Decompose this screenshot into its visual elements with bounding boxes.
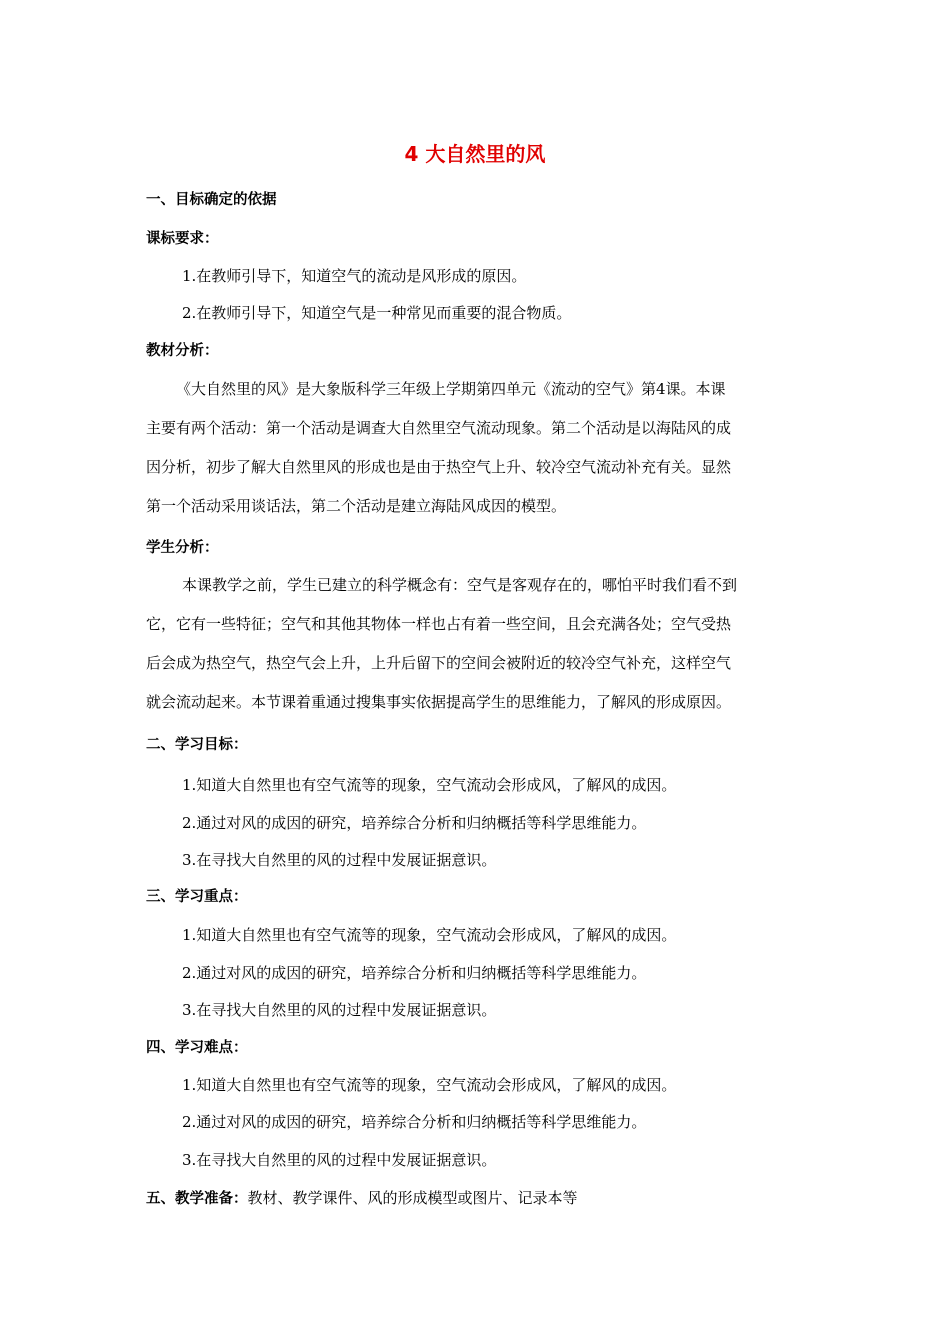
section-heading-key-points: 三、学习重点： (146, 889, 248, 905)
student-paragraph-line: 它，它有一些特征；空气和其他其物体一样也占有着一些空间，且会充满各处；空气受热 (146, 615, 732, 633)
curriculum-label: 课标要求： (146, 231, 219, 247)
section-heading-preparation: 五、教学准备： (146, 1191, 248, 1207)
curriculum-item: 2.在教师引导下，知道空气是一种常见而重要的混合物质。 (182, 304, 572, 322)
preparation-row (146, 1186, 811, 1211)
key-point-item: 1.知道大自然里也有空气流等的现象，空气流动会形成风，了解风的成因。 (182, 926, 677, 944)
student-paragraph-line: 本课教学之前，学生已建立的科学概念有：空气是客观存在的，哪怕平时我们看不到 (182, 576, 738, 594)
section-heading-basis: 一、目标确定的依据 (146, 192, 277, 208)
objective-item: 3.在寻找大自然里的风的过程中发展证据意识。 (182, 851, 497, 869)
textbook-label: 教材分析： (146, 343, 219, 359)
textbook-paragraph-line: 《大自然里的风》是大象版科学三年级上学期第四单元《流动的空气》第4课。本课 (176, 380, 726, 398)
student-paragraph-line: 就会流动起来。本节课着重通过搜集事实依据提高学生的思维能力，了解风的形成原因。 (146, 693, 732, 711)
student-label: 学生分析： (146, 540, 219, 556)
curriculum-item: 1.在教师引导下，知道空气的流动是风形成的原因。 (182, 267, 527, 285)
key-point-item: 3.在寻找大自然里的风的过程中发展证据意识。 (182, 1001, 497, 1019)
objective-item: 1.知道大自然里也有空气流等的现象，空气流动会形成风，了解风的成因。 (182, 776, 677, 794)
section-heading-difficulties: 四、学习难点： (146, 1040, 248, 1056)
textbook-paragraph-line: 因分析，初步了解大自然里风的形成也是由于热空气上升、较冷空气流动补充有关。显然 (146, 458, 732, 476)
document-title: 4 大自然里的风 (404, 142, 546, 166)
difficulty-item: 1.知道大自然里也有空气流等的现象，空气流动会形成风，了解风的成因。 (182, 1076, 677, 1094)
difficulty-item: 3.在寻找大自然里的风的过程中发展证据意识。 (182, 1151, 497, 1169)
difficulty-item: 2.通过对风的成因的研究，培养综合分析和归纳概括等科学思维能力。 (182, 1113, 647, 1131)
section-heading-objectives: 二、学习目标： (146, 737, 248, 753)
preparation-text: 教材、教学课件、风的形成模型或图片、记录本等 (247, 1189, 578, 1207)
textbook-paragraph-line: 第一个活动采用谈话法，第二个活动是建立海陆风成因的模型。 (146, 497, 567, 515)
key-point-item: 2.通过对风的成因的研究，培养综合分析和归纳概括等科学思维能力。 (182, 964, 647, 982)
textbook-paragraph-line: 主要有两个活动：第一个活动是调查大自然里空气流动现象。第二个活动是以海陆风的成 (146, 419, 732, 437)
objective-item: 2.通过对风的成因的研究，培养综合分析和归纳概括等科学思维能力。 (182, 814, 647, 832)
student-paragraph-line: 后会成为热空气，热空气会上升，上升后留下的空间会被附近的较冷空气补充，这样空气 (146, 654, 732, 672)
